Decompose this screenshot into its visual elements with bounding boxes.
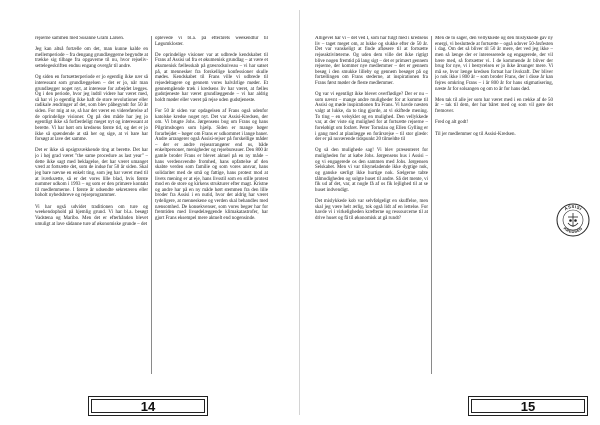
column-divider (151, 36, 152, 374)
assisi-kredsen-stamp-icon (556, 203, 590, 237)
stamp-text-top: ASSISI (563, 203, 583, 212)
paragraph: Vi har også udvidet traditionen om ture og weekendophold på hjemlig grund. Vi har bl.a. besøgt Vadstena og Maribo. Men det er efterhånden blevet umuligt at lave sådanne ture af økonomiske grunde – det (35, 204, 148, 227)
right-page-column-1 (315, 36, 428, 374)
paragraph: Fred og alt godt! (435, 120, 469, 126)
paragraph: Det mislykkede kob var selvfølgeligt en skuffelse, men skal jeg være helt ærlig, tok også lidt af en lettelse. For havde vi i virkeligheden kræfterne og ressourcerne til at drive huset og få til økonomisk at gå rundt? (315, 199, 428, 221)
left-page-column-1 (35, 36, 148, 374)
paragraph: De oprindelige visioner var at udbrede kendskabet til Frans af Assisi ud fra et økumenisk grundlag – at være et økumenisk fællesskab på græsrodsniveau – vi har satset på, at mennesker fra forskellige konfessioner skulle mødes. Kendskabet til Frans ville vi udbrede til rejsedeltagere og gennem vores halvårlige møder. Et gennemgående træk i kredsens liv har været, at fælles gudstjeneste har været grundlæggende – vi har aldrig holdt møder eller været på rejse uden gudstjeneste. (155, 52, 268, 103)
page-number: 15 (520, 398, 536, 414)
page-number-box (88, 396, 208, 416)
paragraph: Og siden en fortsætterperiode er jo egentlig ikke nær så interessant som grundlæggelsen – det er jo, når man grundlægger noget nyt, at interesse for arbejdet lægges. Og i den periode, hvor jeg indtil videre har været med, så har vi jo egentlig ikke haft de store revolutioner eller radikale ændringer af det, som blev påbegyndt for 50 år siden. For mig at se, så har det været en videreførelse af de oprindelige visioner. Og på den måde har jeg jo egentligt ikke så forfærdeligt meget nyt og interessant at berette. Vi har hørt om kredsens første tid, og det er jo ikke så spændende at stå her og sige, at vi bare har forsøgt at lave det samme. (35, 75, 148, 143)
paragraph: For 50 år siden var opdagelsen af Frans også udenfor katolske kredse noget nyt. Det var Assisi-Kredsen, der om. Vi brugte Johs. Jørgensens bog om Frans og hans Pilgrimsbogen som hjælp. Siden er mange bøger forarbejdet – bøger om Frans er udkommet i lange baner. Andre arrangerer også Assisi-rejser på forskellige måder – der er andre rejsearrangører end os, både enkeltpersoner, menigheder og rejsebureauer. Den 800 år gamle broder Frans er blevet aktuel på en ny måde – hans verdensvendte fromhed, hans opfattelse af den skabte verden som familie og som vores ansvar, hans solidaritet med de små og fattige, hans protest mod at livets mening er at eje, hans livsstil som en stille protest mod en de store og kirkens strukturer efter magt. Kristne og andre har på en ny måde hørt stemmen fra den lille broder fra Assisi i en nutid, hvor det aldrig har været tydeligere, at menneskene og verden skal behandles med nænsomhed. De konsekvenser, som vores begær har for fremtiden med livsødelæggende klimakatastrofer, har gjort Frans eksempel mere aktuelt end nogensinde. (155, 109, 268, 221)
paragraph: Men de to sager, den vellykkede og den mislykkede gav ny energi, vi besluttede at fortsætte – også udover 50-årsfesten i dag. Om det så bliver til 50 år mere, det ved jeg ikke – men så længe der er interesserede og engagerede, der vil bære med, så fortsætter vi. I de kommende år bliver der brug for nye, vi i bestyrelsen er jo ikke årsunger mere. Vi må se, hvor længe kredsen fortsat har livskraft. Der bliver jo nok ikke i 800 år – som broder Frans, der i disse år kan fejres omkring Frans – i år 800 år for hans stigmatisering, næste år for solsangen og om to år for hans død. (435, 36, 553, 92)
paragraph: oplevede vi bl.a. på efterårets weekendtur til Løgumkloster. (155, 36, 268, 47)
left-page-column-2 (155, 36, 268, 374)
paragraph: Det er ikke så opsigtsvækkende ting at berette. Det har jo i høj grad været "the same procedure as last year" – dette ikke sagt med beklagelse, det har været umanget værd at fortsætte det, som de indsø for 50 år siden. Skal jeg bare nævne en enkelt ting, som jeg har været med til at iværksætte, så er det vores lille blad, hvis første nummer udkom i 1993 – og som er den primære kontakt til medlemmerne. I første år udsendte sekretæren eller hoholt nyhedsbreve og rejseprogrammer. (35, 148, 148, 199)
paragraph: Men tak til alle jer som har været med i en række af de 50 år – tak til dem, der har båret med og som vil gøre det fremover. (435, 97, 553, 115)
right-page-column-2 (435, 36, 553, 374)
column-divider (431, 36, 432, 374)
paragraph: Og så den mulighede sag! Vi blev præsenteret for muligheden for at købe Johs. Jørgensens hus i Assisi – og vi engagerede os den sammen med Johs. Jørgensen Selskabet. Men vi var tilsyneladende ikke dygtige nok, og ganske særligt ikke hurtige nok. Sælgerne tabte tålmodigheden og solgte huset til andre. Så det mente, vi fik ud af det, var, at nogle få af os fik lejlighed til at se huset indvendigt. (315, 148, 428, 193)
page-15 (300, 0, 600, 425)
page-number: 14 (140, 398, 156, 414)
page-number-box (468, 396, 588, 416)
paragraph: Jeg kan altså fortælle om det, man kunne kalde en mellemperiode – fra dengang grundlæggerne begyndte at trække sig tilbage fra opgaverne til nu, hvor rejseliv-settelegeskriften endnu engang overgår til andre. (35, 47, 148, 70)
paragraph: Og var vi egentligt ikke blevet overflødige? Der er nu – som nævnt – mange andre muligheder for at komme til Assisi og møde inspirationen fra Frans. Vi havde næsten valgt at lukke, da to ting gjorde, at vi skiftede mening. To ting – en velsyklet og en mulighed. Den vellykkede var, at der viste sig mulighed for at fortsætte rejserne – foreløbigt om foråret. Peter Tornslau og Ellen Gylling er i gang med at planlægge en forårsrejse – til stor glæde: der er på nuværende tidspunkt 20 tilmeldte til (315, 92, 428, 143)
paragraph: Alligevel har vi – det ved I, som har fulgt med i kredsens liv – taget meget om, at lukke og slukke efter de 50 år. Det var vanskeligt at finde afløsere til at fortsætte rejseaktiviteterne. Og uden dem ville det ikke rigtigt blive nogen fremtid på lang sigt – det er primært gennem rejserne, der kommer nye medlemmer – det er gennem besøg i den smukke lilleby og gennem besøget på og fortællingen om Frans stederne, at inspirationen fra Frans først møder de fleste medlemmer. (315, 36, 428, 86)
paragraph: rejserne sammen med Susanne Gram Larsen. (35, 36, 125, 41)
stamp-text-bottom: KREDSEN (562, 225, 584, 235)
paragraph: Til jer medlemmer og til Assisi-Kredsen. (435, 131, 516, 137)
